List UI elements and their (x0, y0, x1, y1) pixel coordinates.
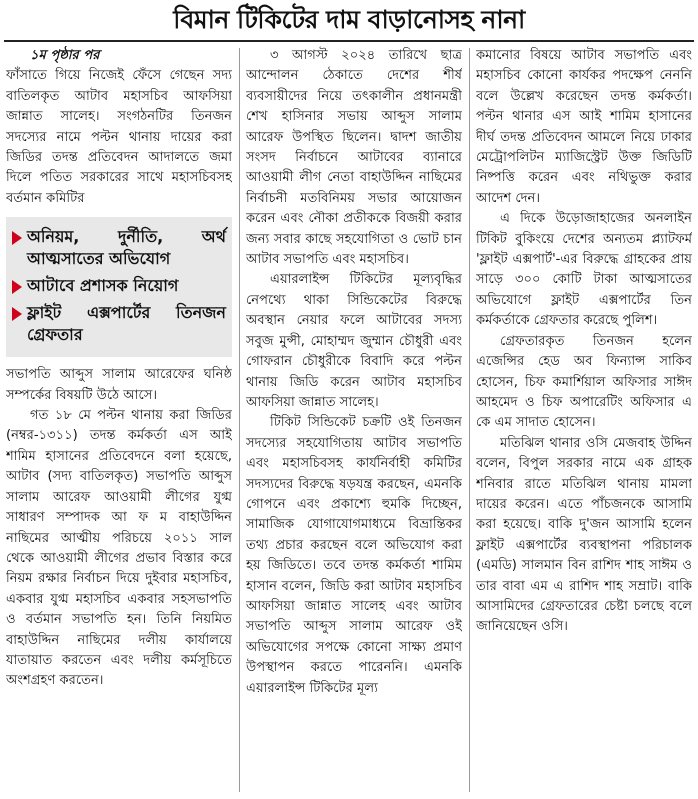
highlight-text: ফ্লাইট এক্সপার্টের তিনজন গ্রেফতার (27, 303, 226, 345)
column-divider (239, 48, 240, 792)
paragraph: মতিঝিল থানার ওসি মেজবাহ উদ্দিন বলেন, বিপুল সরকার নামে এক গ্রাহক শনিবার রাতে মতিঝিল থানায় মামলা দায়ের করেন। এতে পাঁচজনকে আসামি করা হয়েছে। বাকি দু'জন আসামি হলেন ফ্লাইট এক্সপার্টের ব্যবস্থাপনা পরিচালক (এমডি) সালমান বিন রাশিদ শাহ সাঈম ও তার বাবা এম এ রাশিদ শাহ সম্রাট। বাকি আসামিদের গ্রেফতারের চেষ্টা চলছে বলে জানিয়েছেন ওসি। (476, 435, 692, 635)
highlight-item (12, 275, 226, 297)
triangle-bullet-icon (12, 280, 22, 294)
highlight-item (12, 302, 226, 346)
paragraph: সভাপতি আব্দুস সালাম আরেফের ঘনিষ্ঠ সম্পর্কের বিষয়টি উঠে আসে। (6, 367, 232, 403)
column-1 (6, 46, 232, 796)
column-3 (476, 46, 692, 796)
triangle-bullet-icon (12, 231, 22, 245)
highlights-box (6, 217, 232, 357)
paragraph: কমানোর বিষয়ে আটাব সভাপতি এবং মহাসচিব কোনো কার্যকর পদক্ষেপ নেননি বলে উল্লেখ করেছেন তদন্ত কর্মকর্তা। পল্টন থানার এস আই শামিম হাসানের দীর্ঘ তদন্ত প্রতিবেদন আমলে নিয়ে ঢাকার মেট্রোপলিটন ম্যাজিস্ট্রেট উক্ত জিডিটি নিষ্পত্তি করেন এবং নথিভুক্ত করার আদেশ দেন। (476, 48, 692, 206)
paragraph: এয়ারলাইন্স টিকিটের মূল্যবৃদ্ধির নেপথ্যে থাকা সিন্ডিকেটের বিরুদ্ধে অবস্থান নেয়ার ফলে আটাবের সদস্য সবুজ মুন্সী, মোহাম্মদ জুম্মান চৌধুরী এবং গোফরান চৌধুরীকে বিবাদি করে পল্টন থানায় জিডি করেন আটাব মহাসচিব আফসিয়া জান্নাত সালেহ। (246, 272, 462, 410)
paragraph: গ্রেফতারকৃত তিনজন হলেন এজেন্সির হেড অব ফিন্যান্স সাকিব হোসেন, চিফ কমার্শিয়াল অফিসার সাঈদ আহমেদ ও চিফ অপারেটিং অফিসার এ কে এম সাদাত হোসেন। (476, 333, 692, 431)
paragraph: ৩ আগস্ট ২০২৪ তারিখে ছাত্র আন্দোলন ঠেকাতে দেশের শীর্ষ ব্যবসায়ীদের নিয়ে তৎকালীন প্রধানমন্ত্রী শেখ হাসিনার সভায় আব্দুস সালাম আরেফ উপস্থিত ছিলেন। দ্বাদশ জাতীয় সংসদ নির্বাচনে আটাবের ব্যানারে আওয়ামী লীগ নেতা বাহাউদ্দিন নাছিমের নির্বাচনী মতবিনিময় সভার আয়োজন করেন এবং নৌকা প্রতীককে বিজয়ী করার জন্য সবার কাছে সহযোগিতা ও ভোট চান আটাব সভাপতি এবং মহাসচিব। (246, 48, 462, 268)
highlight-text: আটাবে প্রশাসক নিয়োগ (27, 276, 179, 296)
paragraph: এ দিকে উড়োজাহাজের অনলাইন টিকিট বুকিংয়ে দেশের অন্যতম প্ল্যাটফর্ম 'ফ্লাইট এক্সপার্ট'-এর বিরুদ্ধে গ্রাহকের প্রায় সাড়ে ৩০০ কোটি টাকা আত্মসাতের অভিযোগে ফ্লাইট এক্সপার্টের তিন কর্মকর্তাকে গ্রেফতার করেছে পুলিশ। (476, 211, 692, 329)
highlight-text: অনিয়ম, দুর্নীতি, অর্থ আত্মসাতের অভিযোগ (27, 227, 226, 269)
headline-rule (4, 40, 694, 42)
column-2 (246, 46, 462, 796)
headline: বিমান টিকিটের দাম বাড়ানোসহ নানা (173, 5, 525, 34)
paragraph: গত ১৮ মে পল্টন থানায় করা জিডির (নম্বর-১৩১১) তদন্ত কর্মকর্তা এস আই শামিম হাসানের প্রতিবেদনে বলা হয়েছে, আটাব (সদ্য বাতিলকৃত) সভাপতি আব্দুস সালাম আরেফ আওয়ামী লীগের যুগ্ম সাধারণ সম্পাদক আ ফ ম বাহাউদ্দিন নাছিমের আত্মীয় পরিচয়ে ২০১১ সাল থেকে আওয়ামী লীগের প্রভাব বিস্তার করে নিয়ম রক্ষার নির্বাচন দিয়ে দুইবার মহাসচিব, একবার যুগ্ম মহাসচিব একবার সহসভাপতি ও বর্তমান সভাপতি হন। তিনি নিয়মিত বাহাউদ্দিন নাছিমের দলীয় কার্যালয়ে যাতায়াত করতেন এবং দলীয় কর্মসূচিতে অংশগ্রহণ করতেন। (6, 408, 232, 689)
highlight-item (12, 226, 226, 270)
column-divider (469, 48, 470, 792)
continuation-kicker: ১ম পৃষ্ঠার পর (30, 48, 100, 63)
paragraph: ফাঁসাতে গিয়ে নিজেই ফেঁসে গেছেন সদ্য বাতিলকৃত আটাব মহাসচিব আফসিয়া জান্নাত সালেহ। সংগঠনটির তিনজন সদস্যের নামে পল্টন থানায় দায়ের করা জিডির তদন্ত প্রতিবেদন আদালতে জমা দিলে পতিত সরকারের সাথে মহাসচিবসহ বর্তমান কমিটির (6, 68, 232, 206)
triangle-bullet-icon (12, 307, 22, 321)
paragraph: টিকিট সিন্ডিকেট চক্রটি ওই তিনজন সদস্যের সহযোগিতায় আটাব সভাপতি এবং মহাসচিবসহ কার্যনির্বাহী কমিটির সদস্যদের বিরুদ্ধে ষড়যন্ত্র করছেন, এমনকি গোপনে এবং প্রকাশ্যে হুমকি দিচ্ছেন, সামাজিক যোগাযোগমাধ্যমে বিভ্রান্তিকর তথ্য প্রচার করছেন বলে অভিযোগ করা হয় জিডিতে। তবে তদন্ত কর্মকর্তা শামিম হাসান বলেন, জিডি করা আটাব মহাসচিব আফসিয়া জান্নাত সালেহ এবং আটাব সভাপতি আব্দুস সালাম আরেফ ওই অভিযোগের সপক্ষে কোনো সাক্ষ্য প্রমাণ উপস্থাপন করতে পারেননি। এমনকি এয়ারলাইন্স টিকিটের মূল্য (246, 415, 462, 696)
